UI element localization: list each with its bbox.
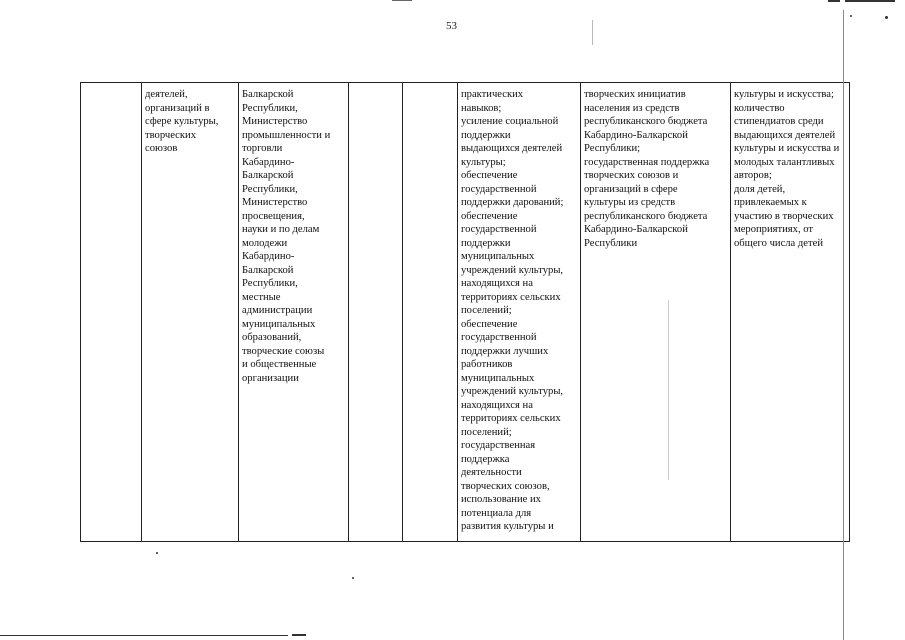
scan-artifact-top-stroke <box>845 0 895 2</box>
scan-artifact-dot <box>352 577 354 579</box>
table-cell-number <box>81 83 142 542</box>
table-cell-responsible: Балкарской Республики, Министерство промышленности и торговли Кабардино- Балкарской Республики, Министерство просвещения, науки и по делам молодежи Кабардино- Балкарской Республики, местные администрации муниципальных образований, творческие союзы и общественные организации <box>239 83 349 542</box>
scan-artifact-dot <box>156 552 158 554</box>
table-cell-subject: деятелей, организаций в сфере культуры, творческих союзов <box>142 83 239 542</box>
scan-artifact-fold-tick <box>668 300 669 480</box>
table-row <box>81 83 850 542</box>
table-cell-start <box>349 83 403 542</box>
table-cell-indicators: культуры и искусства; количество стипендиатов среди выдающихся деятелей культуры и искусства и молодых талантливых авторов; доля детей, привлекаемых к участию в творческих мероприятиях, от общего числа детей <box>731 83 850 542</box>
scan-artifact-top-stroke <box>828 0 840 2</box>
page-number: 53 <box>446 20 457 32</box>
table-cell-end <box>403 83 458 542</box>
scan-artifact-fold-tick <box>592 20 593 45</box>
scan-artifact-vertical-line <box>843 10 844 640</box>
scan-artifact-top-stroke <box>392 0 412 1</box>
scan-artifact-bottom-stroke <box>292 634 306 636</box>
table-cell-expected-result: практических навыков; усиление социальной поддержки выдающихся деятелей культуры; обеспечение государственной поддержки дарований; обеспечение государственной поддержки муниципальных учреждений культуры, находящихся на территориях сельских поселений; обеспечение государственной поддержки лучших работников муниципальных учреждений культуры, находящихся на территориях сельских поселений; государственная поддержка деятельности творческих союзов, использование их потенциала для развития культуры и <box>458 83 581 542</box>
table-cell-measures: творческих инициатив населения из средств республиканского бюджета Кабардино-Балкарской Республики; государственная поддержка творческих союзов и организаций в сфере культуры из средств республиканского бюджета Кабардино-Балкарской Республики <box>581 83 731 542</box>
document-table <box>80 82 850 542</box>
scan-artifact-dot <box>885 16 888 19</box>
scan-artifact-dot <box>850 15 852 17</box>
scan-artifact-bottom-line <box>0 635 288 636</box>
